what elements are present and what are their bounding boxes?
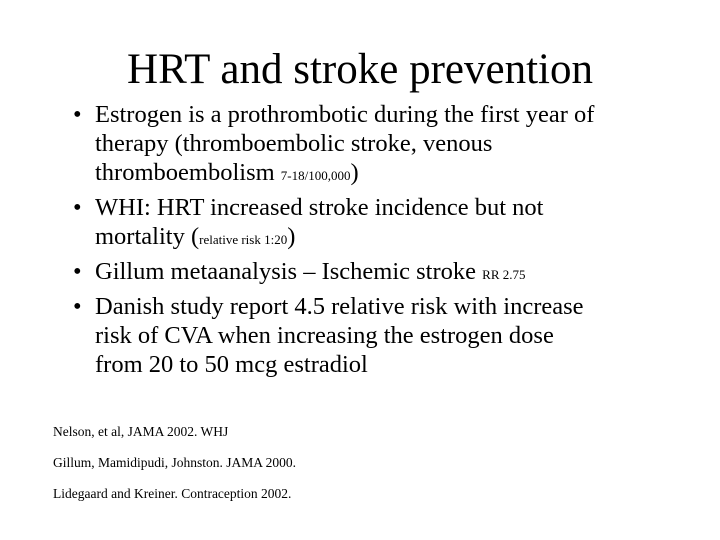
bullet-text-line: therapy (thromboembolic stroke, venous bbox=[95, 130, 493, 157]
bullet-small-note: relative risk 1:20 bbox=[199, 232, 288, 247]
bullet-item-gillum bbox=[73, 257, 703, 289]
bullet-item-whi bbox=[73, 193, 703, 254]
reference-line: Nelson, et al, JAMA 2002. WHJ bbox=[53, 424, 229, 439]
bullet-item-danish bbox=[73, 292, 703, 379]
reference-line: Gillum, Mamidipudi, Johnston. JAMA 2000. bbox=[53, 455, 297, 470]
bullet-list bbox=[73, 100, 703, 382]
bullet-text-line: risk of CVA when increasing the estrogen dose bbox=[95, 322, 554, 349]
bullet-text-tail: ) bbox=[287, 223, 296, 250]
bullet-small-note: RR 2.75 bbox=[482, 267, 526, 282]
bullet-text-line: Estrogen is a prothrombotic during the first year of bbox=[95, 101, 595, 128]
bullet-small-note: 7-18/100,000 bbox=[280, 168, 351, 183]
bullet-marker: • bbox=[73, 293, 82, 320]
bullet-text-line: Danish study report 4.5 relative risk with increase bbox=[95, 293, 584, 320]
reference-line: Lidegaard and Kreiner. Contraception 2002. bbox=[53, 486, 292, 501]
bullet-text-line: Gillum metaanalysis – Ischemic stroke bbox=[95, 258, 483, 285]
slide-title: HRT and stroke prevention bbox=[127, 46, 593, 93]
bullet-text-line: mortality ( bbox=[95, 223, 200, 250]
bullet-text-line: from 20 to 50 mcg estradiol bbox=[95, 351, 368, 378]
bullet-text-line: WHI: HRT increased stroke incidence but not bbox=[95, 194, 544, 221]
references bbox=[53, 424, 653, 517]
bullet-marker: • bbox=[73, 101, 82, 128]
bullet-marker: • bbox=[73, 194, 82, 221]
bullet-marker: • bbox=[73, 258, 82, 285]
bullet-item-estrogen bbox=[73, 100, 703, 190]
bullet-text-tail: ) bbox=[350, 159, 359, 186]
bullet-text-line: thromboembolism bbox=[95, 159, 281, 186]
